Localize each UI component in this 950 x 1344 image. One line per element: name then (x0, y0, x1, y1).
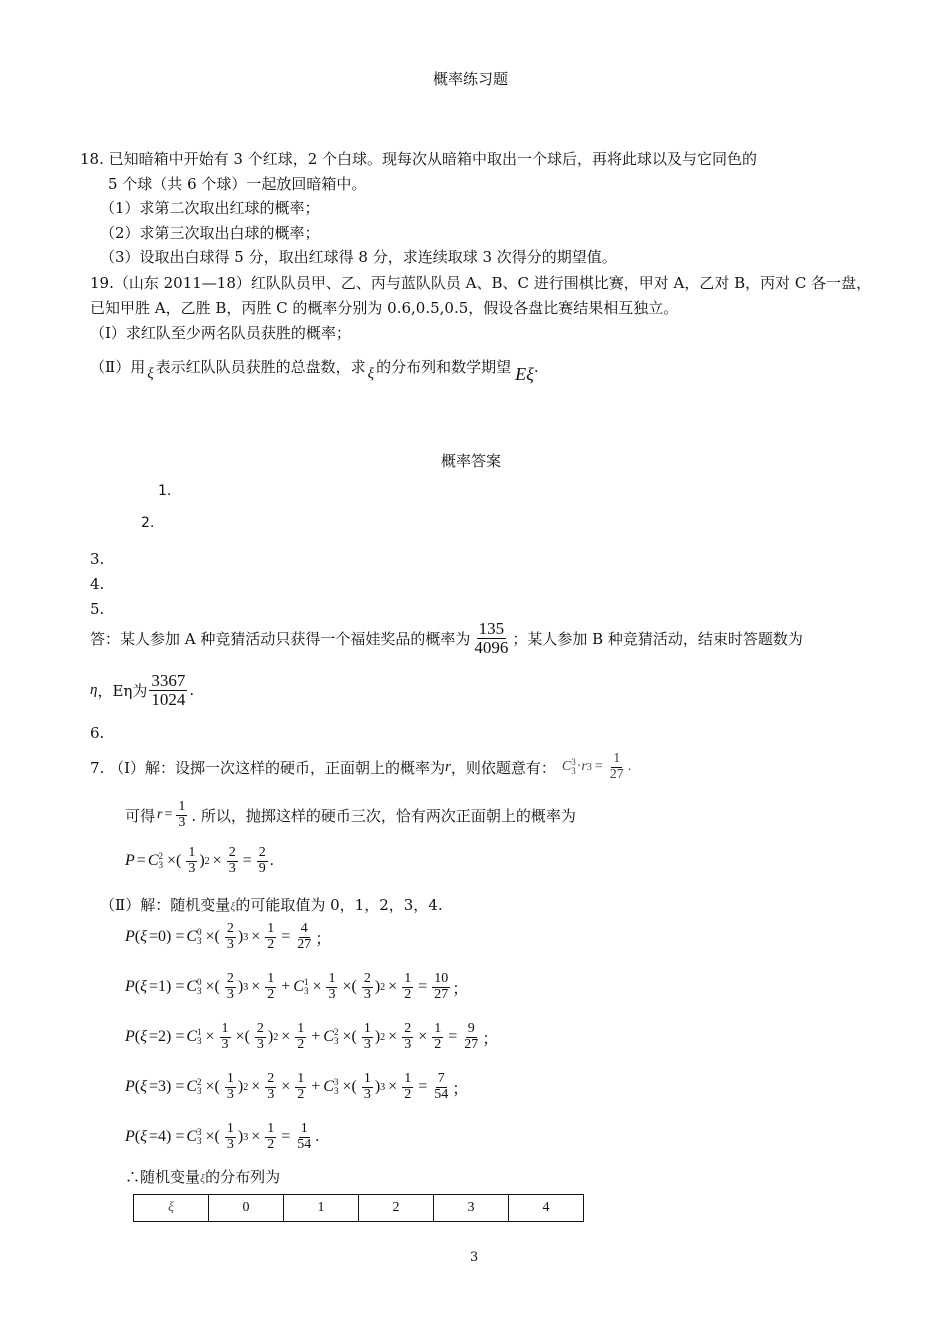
q19-part2 (90, 356, 539, 384)
answer-5-text-c: ，Eη为 (97, 681, 148, 700)
distribution-intro-b: 的分布列为 (205, 1168, 281, 1186)
equation-p-xi-0: P ( ξ =0) = C 0 3 ×( $\frac{2}{3}$ ) 3 × $\frac{1}{2}$ = $\frac{4}{27}$ ； (125, 921, 332, 952)
xi-symbol: ξ (367, 366, 375, 382)
q19-line1: 19.（山东 2011—18）红队队员甲、乙、丙与蓝队队员 A、B、C 进行围棋比赛，甲对 A，乙对 B，丙对 C 各一盘， (90, 274, 872, 292)
q19-line2: 已知甲胜 A，乙胜 B，丙胜 C 的概率分别为 0.6,0.5,0.5，假设各盘比赛结果相互独立。 (90, 299, 679, 317)
equation-p-two-heads: P = C 2 3 ×( $\frac{1}{3}$ ) 2 × $\frac{2}{3}$ = $\frac{2}{9}$ . (125, 845, 274, 876)
equation-p-xi-3: P ( ξ =3) = C 2 3 ×( $\frac{1}{3}$ ) 2 × $\frac{2}{3}$ × $\frac{1}{2}$ + C 3 3 ×( $\frac{1}{3}$ ) 3 × $\frac{1}{2}$ = $\frac{7}{54}$ ； (125, 1071, 469, 1102)
equation-p-xi-2: P ( ξ =2) = C 1 3 × $\frac{1}{3}$ ×( $\frac{2}{3}$ ) 2 × $\frac{1}{2}$ + C 2 3 ×( $\frac{1}{3}$ ) 2 × $\frac{2}{3}$ × $\frac{1}{2}$ = $\frac{9}{27}$ ； (125, 1021, 499, 1052)
answer-title: 概率答案 (441, 452, 502, 470)
q18-line2: 5 个球（共 6 个球）一起放回暗箱中。 (108, 175, 367, 193)
table-cell: 0 (209, 1195, 284, 1222)
answer-5-text-b: ；某人参加 B 种竞猜活动，结束时答题数为 (512, 629, 803, 648)
xi-symbol: ξ (200, 1171, 206, 1185)
table-cell: 3 (434, 1195, 509, 1222)
answer-2: 2. (141, 515, 155, 531)
q19-part2-a: （Ⅱ）用 (90, 358, 146, 376)
answer-4: 4. (90, 575, 105, 593)
table-row (134, 1195, 584, 1222)
answer-7-head: 7. （Ⅰ）解：设掷一次这样的硬币，正面朝上的概率为 (90, 758, 446, 777)
answer-7-line2-a: 可得 (125, 806, 156, 825)
equation-c33-r3: C 3 3 · r 3 = $\frac{1}{27}$ . (561, 751, 632, 782)
q19-part1: （Ⅰ）求红队至少两名队员获胜的概率； (90, 324, 351, 342)
answer-5: 5. (90, 600, 105, 618)
answer-7-head2: ，则依题意有： (450, 758, 556, 777)
answer-7-line2 (125, 800, 576, 830)
expectation-symbol: Eξ (515, 364, 534, 384)
fraction-135-4096: $\frac{135}{4096}$ (474, 619, 509, 657)
table-cell: 4 (509, 1195, 584, 1222)
distribution-intro (125, 1166, 280, 1187)
answer-5-text-a: 答：某人参加 A 种竞猜活动只获得一个福娃奖品的概率为 (90, 629, 471, 648)
answer-7-part2-a: （Ⅱ）解：随机变量 (100, 896, 231, 914)
answer-7-part2-b: 的可能取值为 0，1，2，3，4. (235, 896, 443, 914)
answer-3: 3. (90, 550, 105, 568)
q18-part2: （2）求第三次取出白球的概率； (100, 224, 320, 242)
q19-part2-b: 表示红队队员获胜的总盘数，求 (155, 358, 366, 376)
answer-6: 6. (90, 724, 105, 742)
q18-part3: （3）设取出白球得 5 分，取出红球得 8 分，求连续取球 3 次得分的期望值。 (100, 248, 617, 266)
page-title: 概率练习题 (433, 70, 509, 88)
table-cell: ξ (134, 1195, 209, 1222)
equation-p-xi-1: P ( ξ =1) = C 0 3 ×( $\frac{2}{3}$ ) 3 × $\frac{1}{2}$ + C 1 3 × $\frac{1}{3}$ ×( $\frac{2}{3}$ ) 2 × $\frac{1}{2}$ = $\frac{10}{27}$ ； (125, 971, 469, 1002)
table-cell: 1 (284, 1195, 359, 1222)
answer-7-part2 (100, 894, 443, 915)
answer-5-text-line2 (90, 672, 194, 709)
r-symbol: r (445, 758, 451, 775)
answer-7-line2-b: . 所以，抛掷这样的硬币三次，恰有两次正面朝上的概率为 (191, 806, 576, 825)
period: . (533, 358, 539, 376)
distribution-intro-a: ∴随机变量 (125, 1168, 201, 1186)
fraction-3367-1024: $\frac{3367}{1024}$ (151, 671, 186, 709)
equation-p-xi-4: P ( ξ =4) = C 3 3 ×( $\frac{1}{3}$ ) 3 × $\frac{1}{2}$ = $\frac{1}{54}$ . (125, 1121, 320, 1152)
q18-line1: 18. 已知暗箱中开始有 3 个红球，2 个白球。现每次从暗箱中取出一个球后，再将此球以及与它同色的 (80, 150, 758, 168)
equation-r-one-third: r = $\frac{1}{3}$ (157, 799, 186, 830)
q19-part2-c: 的分布列和数学期望 (376, 358, 512, 376)
page-number: 3 (470, 1250, 479, 1265)
eta-symbol: η (90, 681, 98, 698)
distribution-table (133, 1194, 584, 1222)
table-cell: 2 (359, 1195, 434, 1222)
q18-part1: （1）求第二次取出红球的概率； (100, 199, 320, 217)
xi-symbol: ξ (147, 366, 154, 382)
xi-symbol: ξ (230, 899, 236, 913)
answer-7-line1 (90, 752, 631, 782)
answer-1: 1. (158, 483, 172, 499)
answer-5-text-line1 (90, 620, 803, 657)
period: . (189, 681, 195, 700)
